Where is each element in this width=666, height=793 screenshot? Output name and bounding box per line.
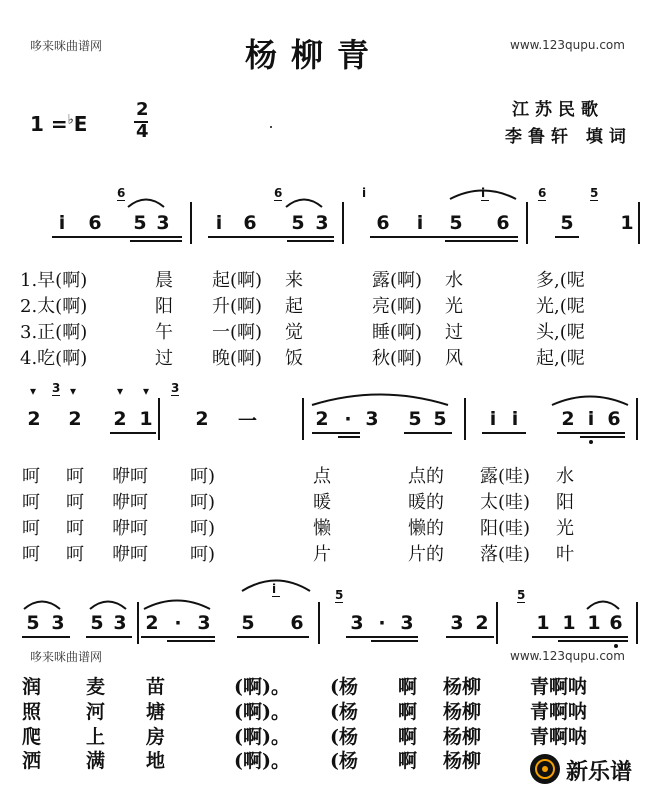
note: 5 (433, 408, 447, 430)
note: · (174, 612, 182, 634)
note: 3 (350, 612, 364, 634)
note: i (511, 408, 519, 430)
lyric-word: 一(啊) (212, 322, 263, 343)
lyric-word: 饭 (285, 348, 303, 369)
note: 2 (113, 408, 127, 430)
lyric-word: 懒 (313, 518, 331, 539)
lyric-word: 杨柳 (443, 750, 482, 772)
lyric-word: 过 (445, 322, 463, 343)
note: 1 (562, 612, 576, 634)
note: 3 (197, 612, 211, 634)
lyric-word: 啊 (398, 726, 418, 748)
note: 3 (450, 612, 464, 634)
note: 5 (26, 612, 40, 634)
lyric-word: 落(哇) (480, 544, 531, 565)
grace-note: 3 (171, 381, 180, 395)
note: 3 (400, 612, 414, 634)
lyric-word: (杨 (330, 701, 358, 723)
lyric-word: 升(啊) (212, 296, 263, 317)
note: · (378, 612, 386, 634)
note: 1 (139, 408, 153, 430)
lyric-word: 起 (285, 296, 303, 317)
lyric-word: 3.正(啊) (20, 322, 88, 343)
note: 5 (560, 212, 574, 234)
site-logo (520, 750, 660, 788)
lyric-word: 水 (556, 466, 574, 487)
note: 3 (156, 212, 170, 234)
key-flat: ♭ (67, 112, 74, 128)
lyric-word: 多,(呢 (536, 270, 585, 291)
note: 2 (68, 408, 82, 430)
lyric-word: 觉 (285, 322, 303, 343)
lyric-word: 润 (22, 676, 42, 698)
lyric-word: 水 (445, 270, 463, 291)
lyric-word: 阳 (556, 492, 574, 513)
sustain-dash: 一 (238, 410, 258, 432)
lyric-word: 叶 (556, 544, 574, 565)
note: i (587, 408, 595, 430)
lyric-word: (啊)。 (234, 701, 290, 723)
note: 5 (90, 612, 104, 634)
note: 6 (243, 212, 257, 234)
lyric-word: 光 (445, 296, 463, 317)
note: 5 (241, 612, 255, 634)
lyric-word: 塘 (146, 701, 166, 723)
lyric-word: 呵) (190, 466, 216, 487)
lyric-word: 呵 (22, 466, 40, 487)
lyric-word: 头,(呢 (536, 322, 585, 343)
lyric-word: 上 (86, 726, 106, 748)
lyric-word: (杨 (330, 726, 358, 748)
note: 2 (145, 612, 159, 634)
lyric-word: 呵 (66, 544, 84, 565)
lyric-word: 咿呵 (112, 492, 148, 513)
key-prefix: 1 = (30, 112, 68, 136)
credit-lyricist: 李鲁轩 填词 (505, 127, 632, 147)
credit-origin: 江苏民歌 (512, 100, 604, 120)
note: 5 (133, 212, 147, 234)
note: 5 (291, 212, 305, 234)
lyric-word: 呵 (66, 466, 84, 487)
lyric-word: 杨柳 (443, 676, 482, 698)
note: 2 (195, 408, 209, 430)
grace-note: 5 (335, 588, 344, 602)
note: 6 (609, 612, 623, 634)
key-signature (30, 112, 87, 136)
time-signature-bottom: 4 (136, 121, 149, 142)
lyric-word: 呵 (22, 544, 40, 565)
grace-note: 5 (517, 588, 526, 602)
lyric-word: 片的 (408, 544, 444, 565)
lyric-word: 光,(呢 (536, 296, 585, 317)
note: i (489, 408, 497, 430)
note: 2 (315, 408, 329, 430)
grace-note: 5 (590, 186, 599, 200)
lyric-word: 照 (22, 701, 42, 723)
lyric-word: 麦 (86, 676, 106, 698)
accent-mark: ▾ (30, 384, 37, 398)
lyric-word: 起(啊) (212, 270, 263, 291)
note: 1 (587, 612, 601, 634)
lyric-word: 河 (86, 701, 106, 723)
lyric-word: 呵 (66, 492, 84, 513)
watermark-mid-right: www.123qupu.com (510, 649, 625, 663)
lyric-word: 暖 (313, 492, 331, 513)
lyric-word: 呵 (22, 518, 40, 539)
lyric-word: 露(哇) (480, 466, 531, 487)
lyric-word: 洒 (22, 750, 42, 772)
note: 3 (51, 612, 65, 634)
lyric-word: 懒的 (408, 518, 444, 539)
lyric-word: (啊)。 (234, 726, 290, 748)
key-note: E (73, 112, 88, 136)
lyric-word: 阳 (155, 296, 173, 317)
note: i (58, 212, 66, 234)
lyric-word: 咿呵 (112, 466, 148, 487)
lyric-word: 太(哇) (480, 492, 531, 513)
grace-note: i (272, 582, 277, 596)
lyric-word: 风 (445, 348, 463, 369)
lyric-word: 呵 (66, 518, 84, 539)
lyric-word: 亮(啊) (372, 296, 423, 317)
note: 3 (113, 612, 127, 634)
lyric-word: 晚(啊) (212, 348, 263, 369)
lyric-word: 阳(哇) (480, 518, 531, 539)
note: 3 (315, 212, 329, 234)
lyric-word: (啊)。 (234, 750, 290, 772)
grace-note: 6 (538, 186, 547, 200)
lyric-word: 咿呵 (112, 518, 148, 539)
lyric-word: 点 (313, 466, 331, 487)
lyric-word: 啊 (398, 750, 418, 772)
lyric-word: 房 (146, 726, 166, 748)
note: i (215, 212, 223, 234)
note: 2 (561, 408, 575, 430)
lyric-word: 青啊呐 (530, 701, 588, 723)
lyric-word: 露(啊) (372, 270, 423, 291)
lyric-word: 呵) (190, 492, 216, 513)
watermark-top-right: www.123qupu.com (510, 38, 625, 52)
note: 6 (88, 212, 102, 234)
watermark-top-left: 哆来咪曲谱网 (30, 39, 103, 53)
lyric-word: 秋(啊) (372, 348, 423, 369)
note: i (416, 212, 424, 234)
note: 6 (376, 212, 390, 234)
lyric-word: 点的 (408, 466, 444, 487)
grace-note: i (362, 186, 367, 200)
note: 5 (408, 408, 422, 430)
note: 1 (620, 212, 634, 234)
lyric-word: 睡(啊) (372, 322, 423, 343)
lyric-word: 呵) (190, 544, 216, 565)
lyric-word: 杨柳 (443, 726, 482, 748)
note: 6 (496, 212, 510, 234)
lyric-word: 杨柳 (443, 701, 482, 723)
lyric-word: 起,(呢 (536, 348, 585, 369)
lyric-word: 满 (86, 750, 106, 772)
note: 6 (607, 408, 621, 430)
vinyl-record-icon (528, 752, 562, 786)
note: 2 (475, 612, 489, 634)
lyric-word: 光 (556, 518, 574, 539)
lyric-word: 晨 (155, 270, 173, 291)
lyric-word: 青啊呐 (530, 676, 588, 698)
lyric-word: 啊 (398, 676, 418, 698)
lyric-word: 4.吃(啊) (20, 348, 88, 369)
note: 6 (290, 612, 304, 634)
lyric-word: (啊)。 (234, 676, 290, 698)
note: 1 (536, 612, 550, 634)
lyric-word: 片 (313, 544, 331, 565)
song-title: 杨柳青 (245, 36, 384, 74)
lyric-word: 暖的 (408, 492, 444, 513)
grace-note: 3 (52, 381, 61, 395)
note: · (344, 408, 352, 430)
lyric-word: 2.太(啊) (20, 296, 88, 317)
lyric-word: 过 (155, 348, 173, 369)
accent-mark: ▾ (143, 384, 150, 398)
lyric-word: 午 (155, 322, 173, 343)
time-signature-top: 2 (136, 99, 149, 120)
lyric-word: 呵 (22, 492, 40, 513)
lyric-word: 爬 (22, 726, 42, 748)
lyric-word: 青啊呐 (530, 726, 588, 748)
note: 5 (449, 212, 463, 234)
lyric-word: 咿呵 (112, 544, 148, 565)
lyric-word: 地 (146, 750, 166, 772)
grace-note: i (481, 186, 486, 200)
grace-note: 6 (274, 186, 283, 200)
accent-mark: ▾ (117, 384, 124, 398)
accent-mark: ▾ (70, 384, 77, 398)
lyric-word: (杨 (330, 750, 358, 772)
logo-text: 新乐谱 (566, 760, 633, 785)
lyric-word: 呵) (190, 518, 216, 539)
lyric-word: 1.早(啊) (20, 270, 88, 291)
note: 2 (27, 408, 41, 430)
note: 3 (365, 408, 379, 430)
grace-note: 6 (117, 186, 126, 200)
lyric-word: (杨 (330, 676, 358, 698)
lyric-word: 来 (285, 270, 303, 291)
lyric-word: 啊 (398, 701, 418, 723)
lyric-word: 苗 (146, 676, 166, 698)
watermark-mid-left: 哆来咪曲谱网 (30, 650, 103, 664)
